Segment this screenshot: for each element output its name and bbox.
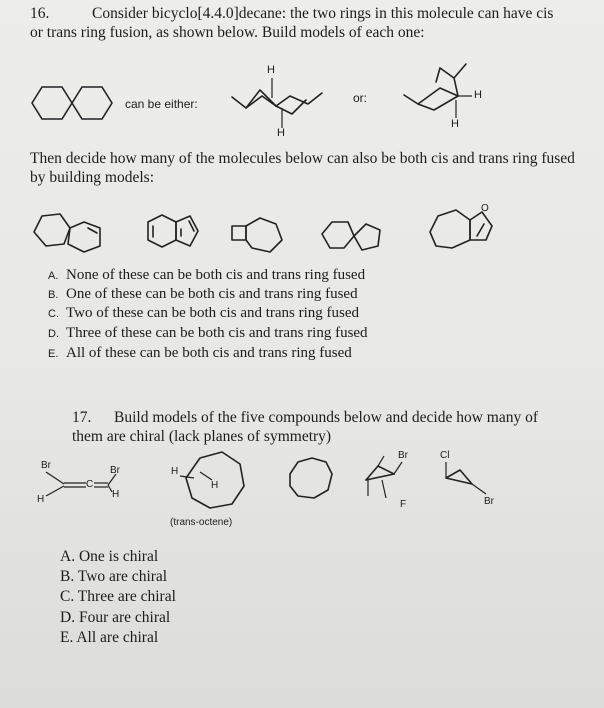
q16-option-c-text: Two of these can be both cis and trans ring fused	[66, 305, 360, 321]
cis-decalin-h-right: H	[474, 89, 482, 101]
q17-option-d[interactable]: D. Four are chiral	[60, 609, 171, 626]
oxygen-atom-label: O	[481, 203, 489, 214]
allene-br-right: Br	[110, 465, 120, 476]
allene-br-left: Br	[41, 460, 51, 471]
cyclopropane1-f: F	[400, 499, 407, 510]
q16-option-e-letter: E.	[48, 348, 59, 360]
q16-option-b-letter: B.	[48, 289, 59, 301]
question-17-prompt: Build models of the five compounds below and decide how many of them are chiral (lack planes of symmetry)	[72, 409, 539, 445]
q16-option-c[interactable]	[48, 304, 359, 324]
q17-option-c[interactable]: C. Three are chiral	[60, 588, 176, 605]
or-label: or:	[353, 91, 368, 105]
trans-cyclooctene-h2: H	[211, 480, 219, 491]
trans-cyclooctene-h1: H	[171, 466, 179, 477]
cyclopropane1-br: Br	[398, 450, 408, 461]
q16-option-a-text: None of these can be both cis and trans ring fused	[66, 267, 366, 283]
q16-option-c-letter: C.	[48, 308, 59, 320]
q17-option-b[interactable]: B. Two are chiral	[60, 568, 168, 585]
question-16-prompt: Consider bicyclo[4.4.0]decane: the two rings in this molecule can have cis or trans ring fusion, as shown below. Build models of each one:	[30, 5, 554, 41]
q16-option-d[interactable]	[48, 324, 368, 344]
q16-option-b[interactable]	[48, 285, 358, 305]
q16-option-a-letter: A.	[48, 270, 59, 282]
question-17-number: 17.	[72, 409, 92, 426]
cyclopropane2-br: Br	[484, 496, 494, 507]
cis-decalin-h-bottom: H	[451, 118, 459, 130]
allene-h-right: H	[112, 489, 120, 500]
trans-decalin-h-bottom: H	[277, 127, 285, 139]
question-16-then-decide: Then decide how many of the molecules below can also be both cis and trans ring fused by building models:	[30, 150, 575, 186]
q16-option-d-text: Three of these can be both cis and trans ring fused	[66, 325, 368, 341]
trans-octene-label: (trans-octene)	[170, 517, 233, 528]
can-be-either-label: can be either:	[125, 97, 198, 111]
q17-option-a[interactable]: A. One is chiral	[60, 548, 159, 565]
q17-option-e[interactable]: E. All are chiral	[60, 629, 159, 646]
q16-option-d-letter: D.	[48, 328, 59, 340]
trans-decalin-h-top: H	[267, 64, 275, 76]
cyclopropane2-cl: Cl	[440, 450, 450, 461]
allene-h-left: H	[37, 494, 45, 505]
allene-central-c: C	[86, 479, 94, 490]
q16-option-e-text: All of these can be both cis and trans ring fused	[66, 345, 352, 361]
q16-option-b-text: One of these can be both cis and trans ring fused	[66, 286, 358, 302]
q16-option-a[interactable]	[48, 266, 365, 286]
q16-option-e[interactable]	[48, 344, 352, 364]
question-16-number: 16.	[30, 5, 50, 22]
